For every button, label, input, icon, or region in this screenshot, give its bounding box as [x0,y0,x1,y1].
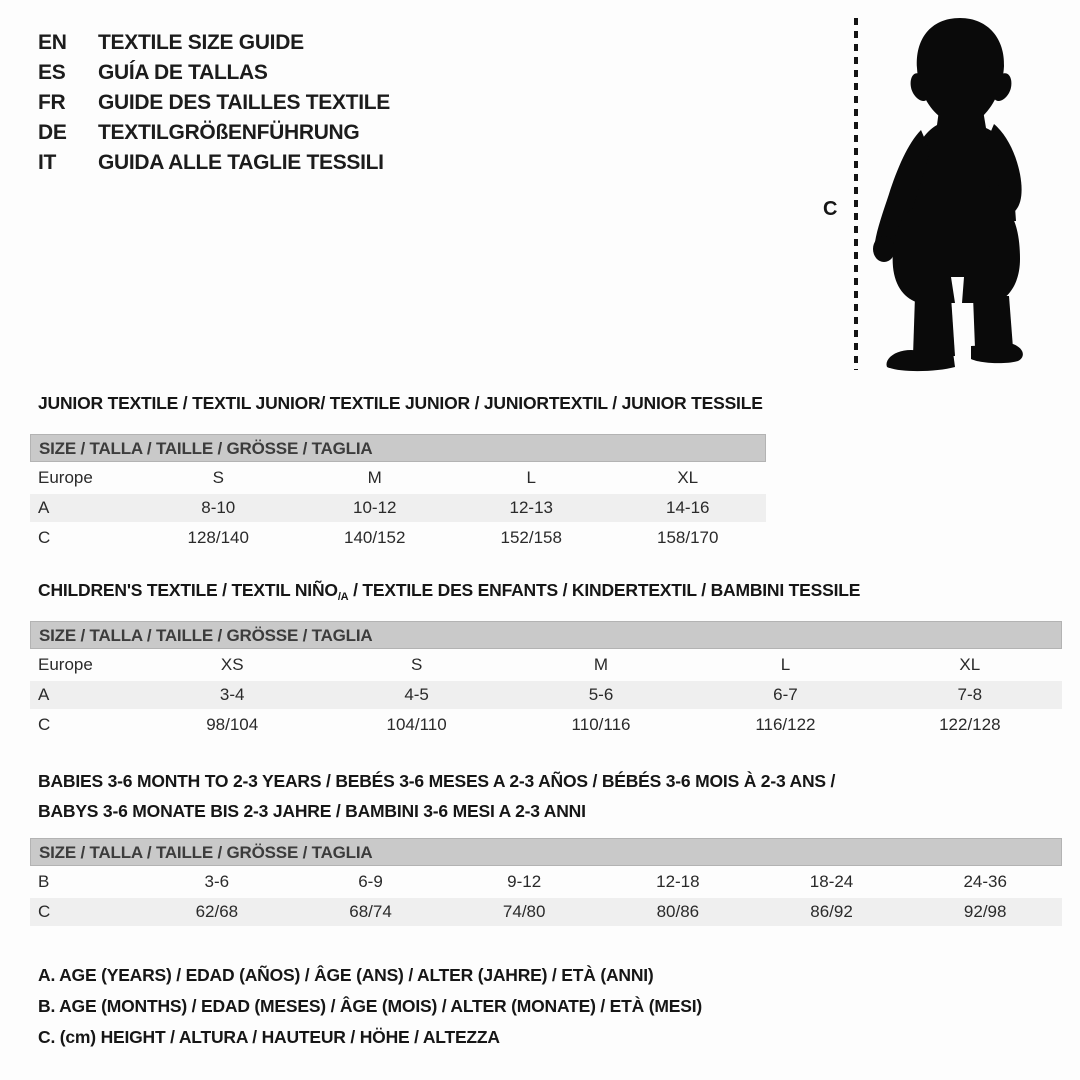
language-label: TEXTILGRÖßENFÜHRUNG [98,121,360,144]
junior-section-title: JUNIOR TEXTILE / TEXTIL JUNIOR/ TEXTILE JUNIOR / JUNIORTEXTIL / JUNIOR TESSILE [38,393,763,413]
legend-line-age-months: B. AGE (MONTHS) / EDAD (MESES) / ÂGE (MOIS) / ALTER (MONATE) / ETÀ (MESI) [38,996,702,1016]
language-row-de [38,118,390,148]
measure-legend [38,960,702,1053]
height-cell: 152/158 [500,528,562,547]
height-measure-label: C [823,198,838,220]
size-cell: L [780,655,791,674]
height-cell: 110/116 [571,715,631,734]
height-cell: 74/80 [502,902,546,921]
language-label: GUÍA DE TALLAS [98,61,268,84]
size-cell: M [367,468,382,487]
language-list [38,28,390,178]
age-cell: 7-8 [957,685,983,704]
months-cell: 24-36 [963,872,1007,891]
age-cell: 6-7 [773,685,798,704]
children-title-subscript: /A [337,591,349,603]
children-title-post: / TEXTILE DES ENFANTS / KINDERTEXTIL / BAMBINI TESSILE [348,580,861,600]
legend-line-age-years: A. AGE (YEARS) / EDAD (AÑOS) / ÂGE (ANS) / ALTER (JAHRE) / ETÀ (ANNI) [38,965,654,985]
language-row-es [38,58,390,88]
height-cell: 122/128 [939,715,1001,734]
table-row-europe [30,651,1062,679]
age-cell: 3-4 [219,685,245,704]
table-row-age [30,494,766,522]
toddler-silhouette-icon [867,14,1037,376]
height-cell: 104/110 [386,715,447,734]
size-cell: M [593,655,609,674]
height-cell: 128/140 [187,528,249,547]
row-label: B [38,872,50,891]
months-cell: 3-6 [204,872,230,891]
height-cell: 68/74 [349,902,392,921]
table-row-height [30,898,1062,926]
table-row-europe [30,464,766,492]
children-section-title [38,575,860,612]
months-cell: 6-9 [358,872,383,891]
height-cell: 140/152 [344,528,406,547]
height-cell: 158/170 [657,528,719,547]
row-label: Europe [38,655,93,674]
size-cell: L [526,468,536,487]
size-cell: XL [677,468,699,487]
height-cell: 80/86 [656,902,700,921]
table-row-months [30,868,1062,896]
language-label: TEXTILE SIZE GUIDE [98,31,304,54]
toddler-figure [815,12,1040,378]
babies-size-table [30,838,1062,926]
table-row-height [30,524,766,552]
size-cell: XS [220,655,244,674]
language-row-en [38,28,390,58]
height-cell: 98/104 [206,715,259,734]
age-cell: 8-10 [201,498,236,517]
language-row-fr [38,88,390,118]
language-code: DE [38,121,67,144]
age-cell: 5-6 [588,685,614,704]
babies-title-line1: BABIES 3-6 MONTH TO 2-3 YEARS / BEBÉS 3-6 MESES A 2-3 AÑOS / BÉBÉS 3-6 MOIS À 2-3 ANS / [38,771,836,791]
row-label: C [38,528,51,547]
months-cell: 18-24 [809,872,854,891]
age-cell: 14-16 [666,498,710,517]
age-cell: 4-5 [404,685,429,704]
row-label: Europe [38,468,93,487]
row-label: C [38,715,51,734]
height-measure-dashed-line [854,18,858,370]
height-cell: 116/122 [755,715,816,734]
size-header-bar: SIZE / TALLA / TAILLE / GRÖSSE / TAGLIA [30,838,1062,866]
size-cell: XL [959,655,981,674]
children-size-table [30,621,1062,739]
size-header-bar: SIZE / TALLA / TAILLE / GRÖSSE / TAGLIA [30,434,766,462]
months-cell: 9-12 [507,872,542,891]
language-label: GUIDA ALLE TAGLIE TESSILI [98,151,384,174]
row-label: A [38,498,50,517]
language-code: IT [38,151,57,174]
children-title-pre: CHILDREN'S TEXTILE / TEXTIL NIÑO [38,580,338,600]
legend-line-height: C. (cm) HEIGHT / ALTURA / HAUTEUR / HÖHE / ALTEZZA [38,1027,500,1047]
height-cell: 92/98 [963,902,1007,921]
age-cell: 10-12 [353,498,397,517]
row-label: A [38,685,50,704]
table-row-height [30,711,1062,739]
babies-title-line2: BABYS 3-6 MONATE BIS 2-3 JAHRE / BAMBINI 3-6 MESI A 2-3 ANNI [38,801,586,821]
language-code: ES [38,61,66,84]
junior-size-table [30,434,766,552]
language-label: GUIDE DES TAILLES TEXTILE [98,91,390,114]
age-cell: 12-13 [509,498,553,517]
months-cell: 12-18 [656,872,700,891]
size-header-bar: SIZE / TALLA / TAILLE / GRÖSSE / TAGLIA [30,621,1062,649]
table-row-age [30,681,1062,709]
language-row-it [38,148,390,178]
row-label: C [38,902,51,921]
height-cell: 86/92 [810,902,853,921]
language-code: EN [38,31,67,54]
height-cell: 62/68 [195,902,239,921]
size-cell: S [212,468,224,487]
babies-section-title [38,766,835,826]
size-cell: S [410,655,423,674]
language-code: FR [38,91,66,114]
